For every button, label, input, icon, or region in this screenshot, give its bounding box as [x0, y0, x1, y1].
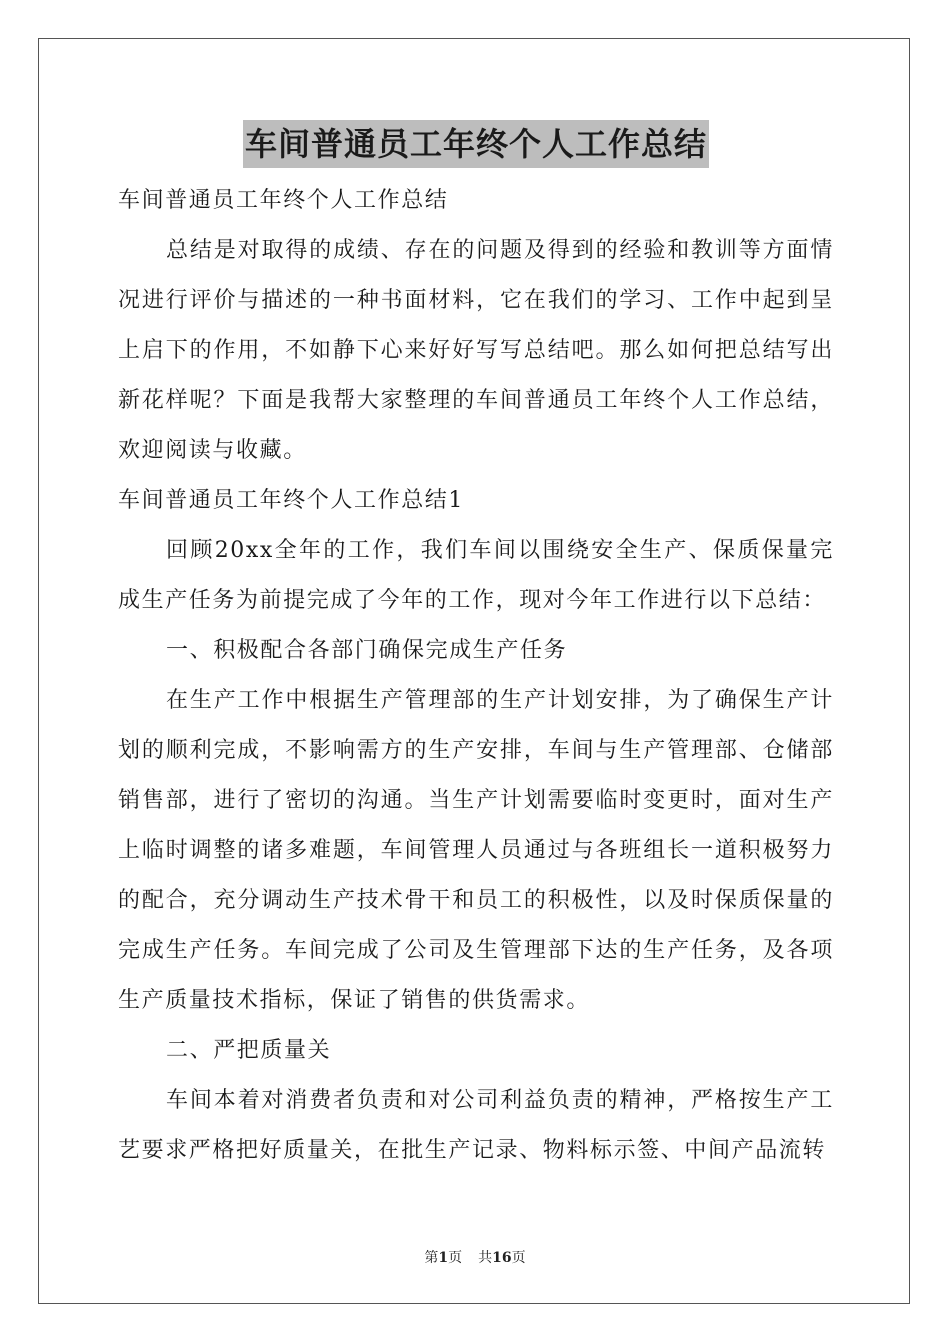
quality-paragraph: 车间本着对消费者负责和对公司利益负责的精神，严格按生产工艺要求严格把好质量关，在批生产记录、物料标示签、中间产品流转	[118, 1088, 834, 1163]
page-prefix: 第	[424, 1250, 439, 1266]
total-suffix: 页	[511, 1250, 526, 1266]
page-footer	[0, 1247, 950, 1267]
page-suffix: 页	[448, 1250, 463, 1266]
intro-paragraph: 总结是对取得的成绩、存在的问题及得到的经验和教训等方面情况进行评价与描述的一种书面材料，它在我们的学习、工作中起到呈上启下的作用，不如静下心来好好写写总结吧。那么如何把总结写出新花样呢？下面是我帮大家整理的车间普通员工年终个人工作总结，欢迎阅读与收藏。	[118, 238, 834, 463]
subheading-cooperation: 一、积极配合各部门确保完成生产任务	[166, 638, 568, 663]
cooperation-paragraph: 在生产工作中根据生产管理部的生产计划安排，为了确保生产计划的顺利完成，不影响需方的生产安排，车间与生产管理部、仓储部销售部，进行了密切的沟通。当生产计划需要临时变更时，面对生产上临时调整的诸多难题，车间管理人员通过与各班组长一道积极努力的配合，充分调动生产技术骨干和员工的积极性，以及时保质保量的完成生产任务。车间完成了公司及生管理部下达的生产任务，及各项生产质量技术指标，保证了销售的供货需求。	[118, 688, 834, 1013]
document-body	[118, 120, 834, 1176]
subtitle-line: 车间普通员工年终个人工作总结	[118, 188, 449, 213]
subheading-quality: 二、严把质量关	[166, 1038, 332, 1063]
section-heading-1: 车间普通员工年终个人工作总结1	[118, 488, 464, 513]
review-paragraph: 回顾20xx全年的工作，我们车间以围绕安全生产、保质保量完成生产任务为前提完成了今年的工作，现对今年工作进行以下总结：	[118, 538, 834, 613]
document-title: 车间普通员工年终个人工作总结	[243, 120, 709, 168]
current-page-number: 1	[438, 1250, 449, 1266]
total-prefix: 共	[478, 1250, 493, 1266]
total-page-count: 16	[492, 1250, 512, 1266]
title-wrap	[118, 120, 834, 172]
